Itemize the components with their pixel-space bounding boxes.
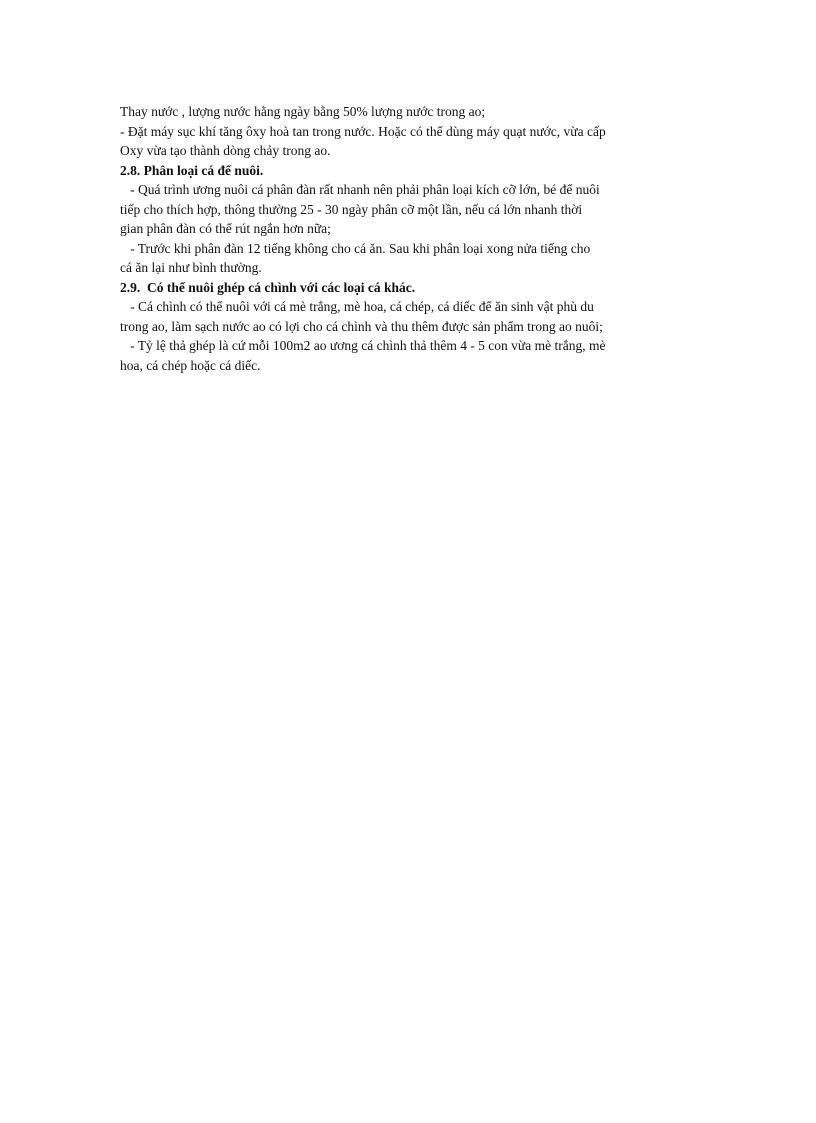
paragraph-line: - Quá trình ương nuôi cá phân đàn rất nhanh nên phải phân loại kích cỡ lớn, bé để nuôi xyxy=(120,182,600,197)
paragraph-line: - Tỷ lệ thả ghép là cứ mỗi 100m2 ao ương cá chình thả thêm 4 - 5 con vừa mè trắng, mè xyxy=(120,338,606,353)
document-body xyxy=(120,102,700,375)
paragraph-line: tiếp cho thích hợp, thông thường 25 - 30 ngày phân cỡ một lần, nếu cá lớn nhanh thời xyxy=(120,201,583,217)
section-heading: 2.8. Phân loại cá để nuôi. xyxy=(120,162,264,178)
paragraph-line: - Trước khi phân đàn 12 tiếng không cho cá ăn. Sau khi phân loại xong nửa tiếng cho xyxy=(120,240,591,256)
paragraph-line: trong ao, làm sạch nước ao có lợi cho cá chình và thu thêm được sản phẩm trong ao nuôi; xyxy=(120,318,603,334)
paragraph-line: Oxy vừa tạo thành dòng chảy trong ao. xyxy=(120,143,331,158)
section-heading: 2.9. Có thể nuôi ghép cá chình với các loại cá khác. xyxy=(120,279,416,295)
paragraph-line: cá ăn lại như bình thường. xyxy=(120,260,262,275)
paragraph-line: Thay nước , lượng nước hằng ngày bằng 50% lượng nước trong ao; xyxy=(120,104,486,119)
paragraph-line: - Đặt máy sục khí tăng ôxy hoà tan trong nước. Hoặc có thể dùng máy quạt nước, vừa cấp xyxy=(120,123,606,139)
paragraph-line: gian phân đàn có thể rút ngắn hơn nữa; xyxy=(120,221,331,236)
paragraph-line: hoa, cá chép hoặc cá diếc. xyxy=(120,357,261,373)
paragraph-line: - Cá chình có thể nuôi với cá mè trắng, mè hoa, cá chép, cá diếc để ăn sinh vật phù du xyxy=(120,299,594,314)
